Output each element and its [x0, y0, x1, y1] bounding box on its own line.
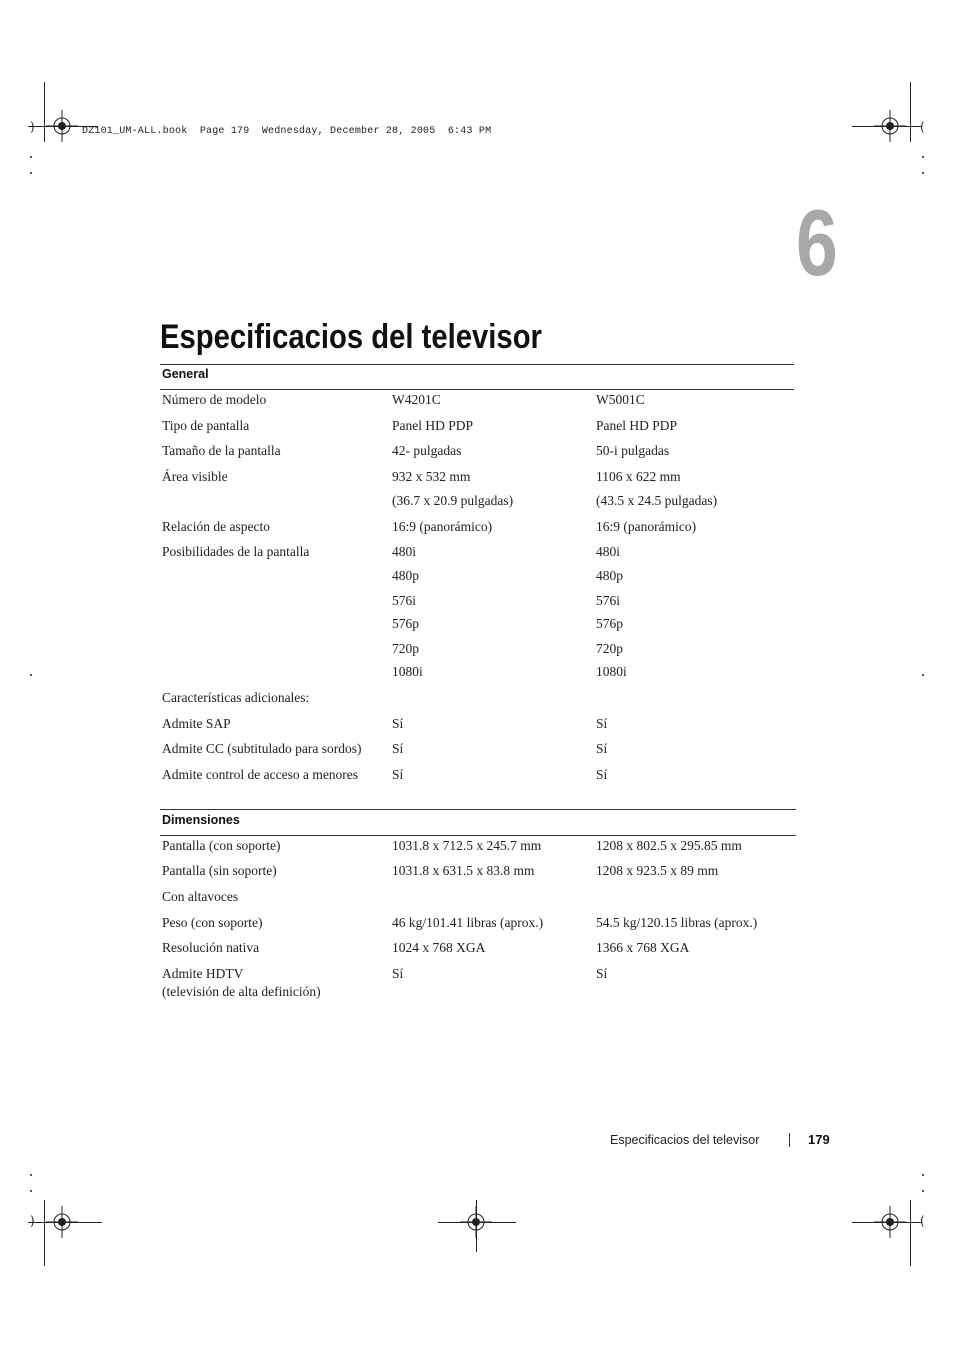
- spec-value-w4201c: Sí: [392, 767, 404, 782]
- spec-value-w4201c: 1024 x 768 XGA: [392, 940, 486, 955]
- tick-mark: [30, 1190, 32, 1192]
- spec-label: Posibilidades de la pantalla: [162, 544, 310, 559]
- tick-mark: [922, 172, 924, 174]
- tick-mark: [30, 1174, 32, 1176]
- section-heading-dimensions: Dimensiones: [162, 813, 240, 827]
- section-divider-rule: [160, 389, 794, 390]
- spec-value-w5001c: 1106 x 622 mm: [596, 469, 681, 484]
- crop-line: [910, 1200, 911, 1266]
- spec-value-w4201c: 480i: [392, 544, 417, 559]
- spec-value-w5001c: 480p: [596, 568, 623, 583]
- registration-mark-icon: [872, 1204, 908, 1240]
- spec-value-w5001c: Sí: [596, 966, 608, 981]
- section-top-rule: [160, 809, 796, 810]
- spec-value-w4201c: 1080i: [392, 664, 423, 679]
- spec-value-w4201c: 1031.8 x 631.5 x 83.8 mm: [392, 863, 535, 878]
- spec-label: Características adicionales:: [162, 690, 310, 705]
- spec-label: Número de modelo: [162, 392, 267, 407]
- spec-value-w5001c: 16:9 (panorámico): [596, 519, 697, 534]
- crop-paren-icon: (: [920, 120, 925, 134]
- spec-value-w4201c: 932 x 532 mm: [392, 469, 471, 484]
- spec-label: Admite control de acceso a menores: [162, 767, 359, 782]
- page-title: Especificacios del televisor: [160, 318, 542, 356]
- registration-mark-icon: [872, 108, 908, 144]
- tick-mark: [30, 172, 32, 174]
- chapter-number: 6: [796, 190, 838, 295]
- section-top-rule: [160, 364, 794, 365]
- spec-value-w5001c: 1208 x 923.5 x 89 mm: [596, 863, 719, 878]
- print-slug: DZ101_UM-ALL.book Page 179 Wednesday, December 28, 2005 6:43 PM: [82, 126, 492, 137]
- spec-label: Peso (con soporte): [162, 915, 263, 930]
- spec-value-w4201c: 576i: [392, 593, 417, 608]
- spec-value-w5001c: Sí: [596, 716, 608, 731]
- spec-value-w4201c: Sí: [392, 966, 404, 981]
- section-heading-general: General: [162, 367, 209, 381]
- crop-paren-icon: (: [920, 1214, 925, 1228]
- crop-paren-icon: ): [30, 1214, 35, 1228]
- spec-label: Admite CC (subtitulado para sordos): [162, 741, 362, 756]
- crop-line: [910, 82, 911, 142]
- spec-label: Resolución nativa: [162, 940, 260, 955]
- spec-value-w4201c: Panel HD PDP: [392, 418, 474, 433]
- spec-value-w5001c: 1366 x 768 XGA: [596, 940, 690, 955]
- spec-value-w4201c: Sí: [392, 716, 404, 731]
- spec-value-w4201c: 720p: [392, 641, 419, 656]
- registration-mark-icon: [44, 108, 80, 144]
- tick-mark: [922, 674, 924, 676]
- spec-value-w5001c: Sí: [596, 741, 608, 756]
- spec-value-w4201c: 1031.8 x 712.5 x 245.7 mm: [392, 838, 542, 853]
- spec-value-w5001c: 480i: [596, 544, 621, 559]
- spec-value-w5001c: Sí: [596, 767, 608, 782]
- spec-value-w4201c: 480p: [392, 568, 419, 583]
- spec-label: Admite HDTV: [162, 966, 244, 981]
- footer-section-title: Especificacios del televisor: [610, 1133, 760, 1147]
- spec-label: Tipo de pantalla: [162, 418, 250, 433]
- spec-value-w5001c: 720p: [596, 641, 623, 656]
- spec-value-w5001c: 50-i pulgadas: [596, 443, 670, 458]
- registration-mark-icon: [458, 1204, 494, 1240]
- tick-mark: [922, 1174, 924, 1176]
- spec-value-w5001c: (43.5 x 24.5 pulgadas): [596, 493, 718, 508]
- spec-value-w4201c: W4201C: [392, 392, 441, 407]
- tick-mark: [30, 674, 32, 676]
- spec-label: Admite SAP: [162, 716, 231, 731]
- spec-label: Área visible: [162, 469, 228, 484]
- spec-value-w5001c: 576p: [596, 616, 623, 631]
- crop-paren-icon: ): [30, 120, 35, 134]
- spec-value-w5001c: 1080i: [596, 664, 627, 679]
- page-number: 179: [808, 1132, 830, 1147]
- section-divider-rule: [160, 835, 796, 836]
- tick-mark: [922, 156, 924, 158]
- spec-value-w5001c: W5001C: [596, 392, 645, 407]
- spec-label: (televisión de alta definición): [162, 984, 321, 999]
- spec-value-w5001c: 1208 x 802.5 x 295.85 mm: [596, 838, 742, 853]
- spec-value-w4201c: 16:9 (panorámico): [392, 519, 493, 534]
- spec-label: Pantalla (sin soporte): [162, 863, 277, 878]
- spec-value-w4201c: 42- pulgadas: [392, 443, 462, 458]
- spec-label: Tamaño de la pantalla: [162, 443, 281, 458]
- spec-label: Pantalla (con soporte): [162, 838, 281, 853]
- registration-mark-icon: [44, 1204, 80, 1240]
- spec-label: Con altavoces: [162, 889, 239, 904]
- spec-value-w4201c: 576p: [392, 616, 419, 631]
- spec-value-w5001c: 54.5 kg/120.15 libras (aprox.): [596, 915, 758, 930]
- spec-label: Relación de aspecto: [162, 519, 270, 534]
- spec-value-w5001c: 576i: [596, 593, 621, 608]
- spec-value-w5001c: Panel HD PDP: [596, 418, 678, 433]
- spec-value-w4201c: 46 kg/101.41 libras (aprox.): [392, 915, 544, 930]
- spec-value-w4201c: (36.7 x 20.9 pulgadas): [392, 493, 514, 508]
- tick-mark: [30, 156, 32, 158]
- spec-value-w4201c: Sí: [392, 741, 404, 756]
- footer-separator: [789, 1133, 790, 1147]
- tick-mark: [922, 1190, 924, 1192]
